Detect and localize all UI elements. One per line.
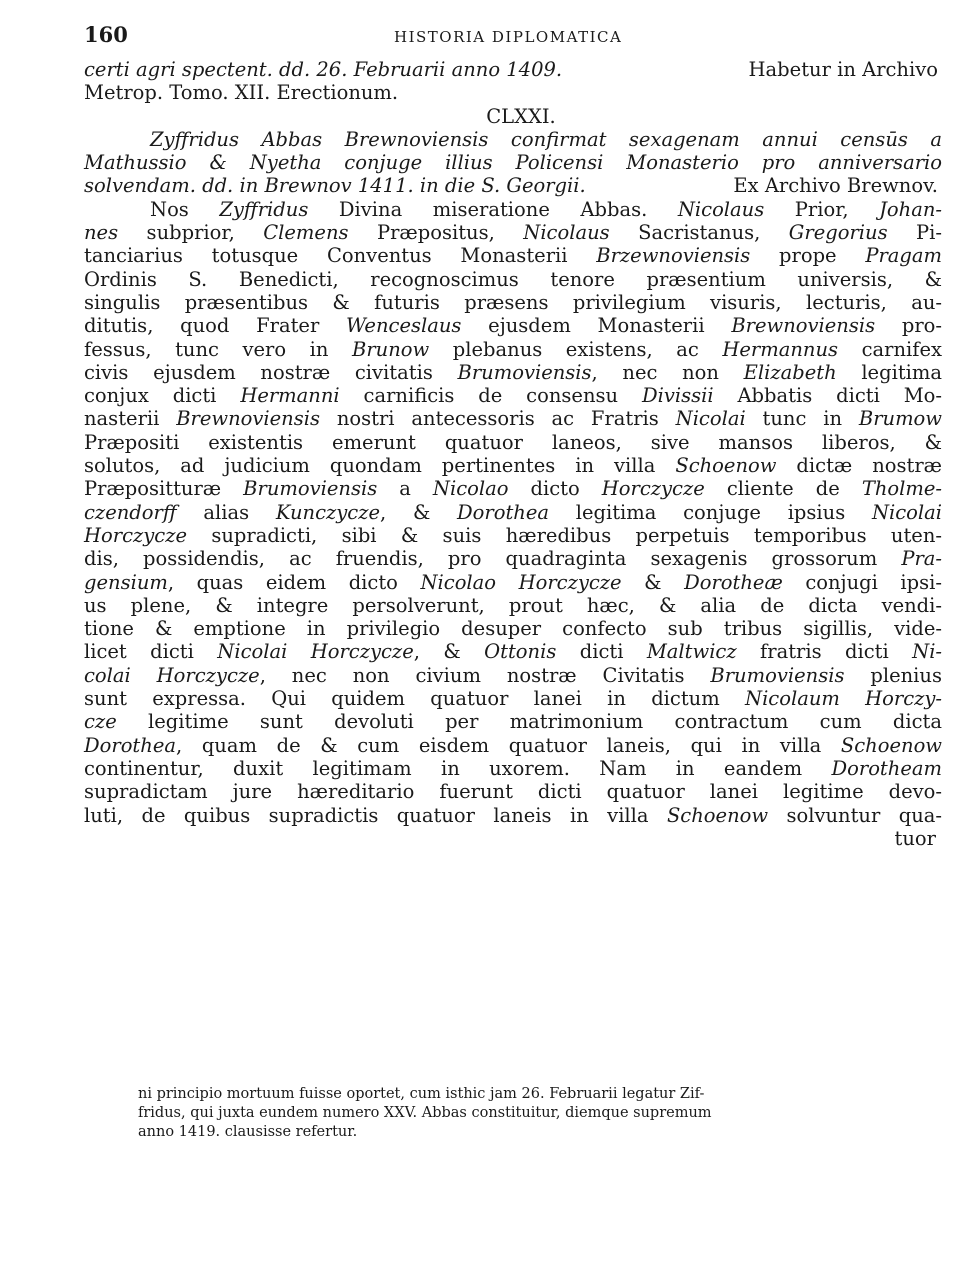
text-line: colai Horczycze, nec non civium nostræ Civitatis Brumoviensis plenius	[84, 663, 942, 687]
text-line: tione & emptione in privilegio desuper confecto sub tribus sigillis, vide-	[84, 617, 942, 641]
summary-line: Zyffridus Abbas Brewnoviensis confirmat sexagenam annui censūs a	[150, 127, 942, 151]
text-line: Horczycze supradicti, sibi & suis hæredibus perpetuis temporibus uten-	[84, 523, 942, 547]
text-line: solutos, ad judicium quondam pertinentes in villa Schoenow dictæ nostræ	[84, 454, 943, 478]
text-line: gensium, quas eidem dicto Nicolao Horczycze & Dorotheæ conjugi ipsi-	[84, 570, 942, 594]
body-text	[84, 58, 942, 850]
text-line: dis, possidendis, ac fruendis, pro quadraginta sexagenis grossorum Pra-	[84, 547, 942, 571]
running-head	[84, 22, 944, 50]
text-line: licet dicti Nicolai Horczycze, & Ottonis dicti Maltwicz fratris dicti Ni-	[84, 640, 943, 664]
text-line: conjux dicti Hermanni carnificis de consensu Divissii Abbatis dicti Mo-	[84, 384, 942, 408]
text-line: civis ejusdem nostræ civitatis Brumoviensis, nec non Elizabeth legitima	[84, 360, 943, 384]
text-line: nasterii Brewnoviensis nostri antecessoris ac Fratris Nicolai tunc in Brumow	[84, 407, 942, 431]
text-line: tanciarius totusque Conventus Monasterii Brzewnoviensis prope Pragam	[84, 244, 943, 268]
page-number: 160	[84, 22, 128, 47]
text-line: Præpositi existentis emerunt quatuor laneos, sive mansos liberos, &	[84, 430, 942, 454]
text-line: Præpositturæ Brumoviensis a Nicolao dicto Horczycze cliente de Tholme-	[84, 477, 942, 501]
footnote-line: ni principio mortuum fuisse oportet, cum isthic jam 26. Februarii legatur Zif-	[138, 1086, 705, 1102]
text-line: ditutis, quod Frater Wenceslaus ejusdem Monasterii Brewnoviensis pro-	[84, 314, 942, 338]
text-line: Dorothea, quam de & cum eisdem quatuor laneis, qui in villa Schoenow	[84, 733, 942, 757]
footnote	[138, 1085, 924, 1142]
text-line: certi agri spectent. dd. 26. Februarii anno 1409. Habetur in Archivo	[84, 58, 938, 81]
text-line: continentur, duxit legitimam in uxorem. Nam in eandem Dorotheam	[84, 756, 942, 780]
text-line: Nos Zyffridus Divina miseratione Abbas. Nicolaus Prior, Johan-	[150, 197, 942, 221]
text-line: Metrop. Tomo. XII. Erectionum.	[84, 81, 399, 105]
footnote-line: fridus, qui juxta eundem numero XXV. Abbas constituitur, diemque supremum	[138, 1105, 712, 1121]
text-line: Ordinis S. Benedicti, recognoscimus tenore præsentium universis, &	[84, 267, 942, 291]
catchword: tuor	[894, 826, 936, 850]
text-line: us plene, & integre persolverunt, prout hæc, & alia de dicta vendi-	[84, 593, 942, 617]
text-line: supradictam jure hæreditario fuerunt dicti quatuor lanei legitime devo-	[84, 780, 942, 804]
document-heading: CLXXI.	[486, 104, 556, 128]
text-line: singulis præsentibus & futuris præsens privilegium visuris, lecturis, au-	[84, 290, 942, 314]
running-title: HISTORIA DIPLOMATICA	[394, 28, 623, 46]
summary-line: solvendam. dd. in Brewnov 1411. in die S. Georgii. Ex Archivo Brewnov.	[84, 174, 938, 198]
text-line: cze legitime sunt devoluti per matrimonium contractum cum dicta	[84, 710, 942, 734]
text-line: sunt expressa. Qui quidem quatuor lanei in dictum Nicolaum Horczy-	[84, 687, 942, 711]
summary-line: Mathussio & Nyetha conjuge illius Policensi Monasterio pro anniversario	[84, 151, 942, 175]
footnote-line: anno 1419. clausisse refertur.	[138, 1124, 358, 1140]
text-line: luti, de quibus supradictis quatuor laneis in villa Schoenow solvuntur qua-	[84, 803, 942, 827]
text-line: nes subprior, Clemens Præpositus, Nicolaus Sacristanus, Gregorius Pi-	[84, 221, 942, 245]
text-line: fessus, tunc vero in Brunow plebanus existens, ac Hermannus carnifex	[84, 337, 942, 361]
text-line: czendorff alias Kunczycze, & Dorothea legitima conjuge ipsius Nicolai	[84, 500, 942, 524]
